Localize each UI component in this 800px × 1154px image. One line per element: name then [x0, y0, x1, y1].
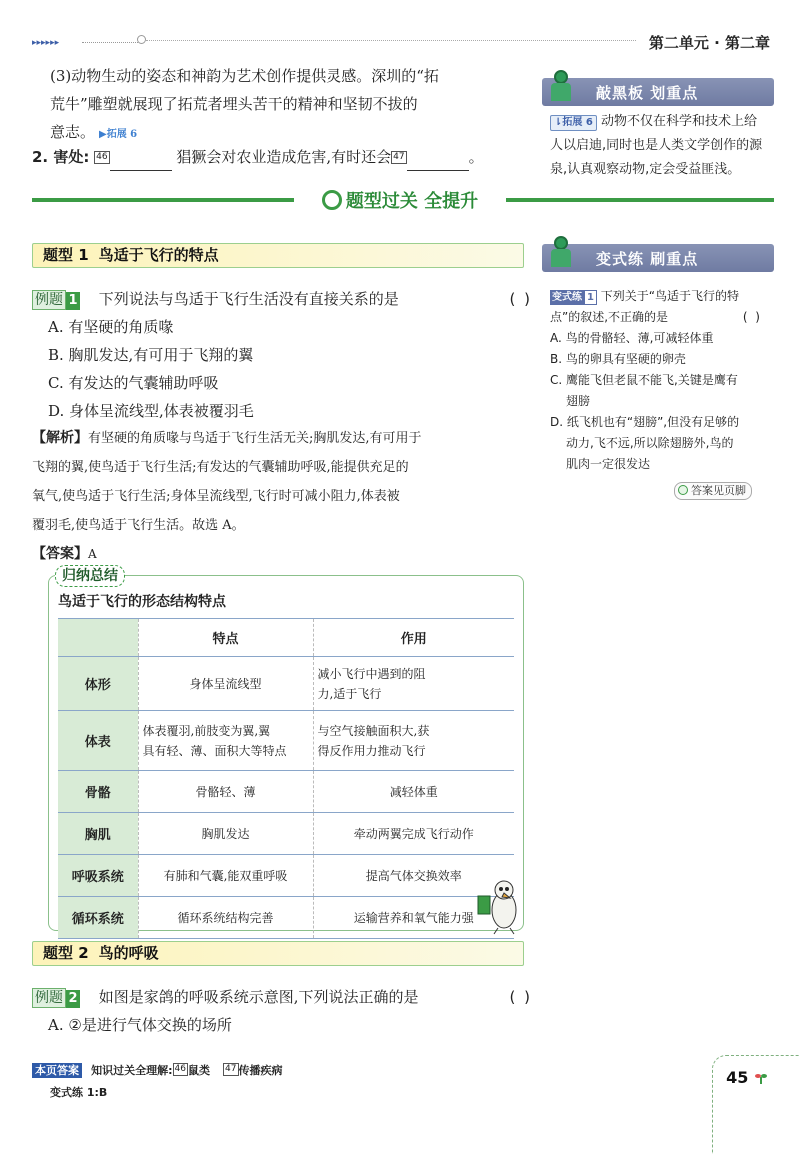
intro-line-2: 荒牛”雕塑就展现了拓荒者埋头苦干的精神和坚韧不拔的	[50, 95, 418, 113]
answer-box-46: 46	[96, 152, 108, 162]
option-d[interactable]: D. 身体呈流线型,体表被覆羽毛	[48, 402, 254, 420]
bulb-icon	[678, 485, 688, 495]
page-number	[726, 1068, 768, 1087]
row-name: 呼吸系统	[58, 855, 138, 897]
answer-see-footer[interactable]	[674, 479, 752, 500]
sprout-icon	[754, 1071, 768, 1085]
variant-option-b[interactable]: B. 鸟的卵具有坚硬的卵壳	[550, 352, 686, 366]
summary-header-feature: 特点	[138, 619, 313, 657]
blackboard-line-3: 泉,认真观察动物,定会受益匪浅。	[550, 162, 741, 177]
summary-header-role: 作用	[313, 619, 514, 657]
intro-item-2	[32, 143, 532, 171]
row-name: 骨骼	[58, 771, 138, 813]
row-feature: 循环系统结构完善	[138, 897, 313, 939]
row-name: 体表	[58, 711, 138, 771]
section-title-text: 题型过关 全提升	[345, 191, 479, 212]
analysis-line-3: 氧气,使鸟适于飞行生活;身体呈流线型,飞行时可减小阻力,体表被	[32, 489, 400, 504]
example-1-options	[48, 313, 528, 425]
intro-line-3-text: 意志。	[50, 123, 96, 141]
section-line-right	[506, 198, 774, 202]
blackboard-text	[550, 110, 780, 182]
example-1	[32, 285, 532, 313]
page-number-text: 45	[726, 1068, 749, 1087]
summary-tab: 归纳总结	[55, 565, 125, 587]
row-name: 胸肌	[58, 813, 138, 855]
row-feature: 体表覆羽,前肢变为翼,翼 具有轻、薄、面积大等特点	[138, 711, 313, 771]
row-role: 提高气体交换效率	[313, 855, 514, 897]
row-role: 牵动两翼完成飞行动作	[313, 813, 514, 855]
type-1-title: 鸟适于飞行的特点	[98, 246, 219, 264]
student-icon	[542, 244, 584, 272]
section-title	[300, 187, 500, 213]
type-1-label: 题型 1	[43, 246, 89, 264]
section-line-left	[32, 198, 294, 202]
header-line	[146, 40, 636, 41]
table-row	[58, 771, 514, 813]
variant-1	[550, 286, 776, 475]
footer-answers	[32, 1059, 283, 1078]
header-dots	[82, 42, 138, 43]
answer-value: A	[88, 547, 97, 561]
row-role: 与空气接触面积大,获 得反作用力推动飞行	[313, 711, 514, 771]
row-name: 循环系统	[58, 897, 138, 939]
footer-val-1: 鼠类	[187, 1064, 210, 1077]
analysis-line-1: 有坚硬的角质喙与鸟适于飞行生活无关;胸肌发达,有可用于	[88, 431, 422, 446]
row-name: 体形	[58, 657, 138, 711]
answer-see-text: 答案见页脚	[691, 484, 746, 497]
item2-mid: 猖獗会对农业造成危害,有时还会	[176, 148, 392, 166]
variant-option-a[interactable]: A. 鸟的骨骼轻、薄,可减轻体重	[550, 331, 714, 345]
example-1-question: 下列说法与鸟适于飞行生活没有直接关系的是	[98, 290, 399, 308]
teacher-icon	[542, 78, 584, 106]
answer-label: 【答案】	[32, 546, 88, 562]
footer-ans-tag: 本页答案	[32, 1063, 82, 1078]
row-feature: 身体呈流线型	[138, 657, 313, 711]
row-feature: 胸肌发达	[138, 813, 313, 855]
section-icon	[322, 190, 342, 210]
variant-label: 变式练	[552, 292, 582, 303]
example-1-num: 1	[66, 292, 80, 310]
header-circle	[137, 35, 146, 44]
example-1-label: 例题	[32, 290, 66, 310]
analysis-label: 【解析】	[32, 430, 88, 446]
variant-paren[interactable]: ( )	[742, 310, 762, 324]
intro-para-3	[50, 62, 530, 149]
variant-option-d[interactable]: D. 纸飞机也有“翅膀”,但没有足够的 动力,飞不远,所以除翅膀外,鸟的 肌肉一定很发达	[550, 415, 740, 471]
intro-line-1: (3)动物生动的姿态和神韵为艺术创作提供灵感。深圳的“拓	[50, 67, 439, 85]
blackboard-banner-text: 敲黑板 划重点	[596, 83, 699, 102]
type-2-header	[32, 941, 524, 966]
variant-banner-text: 变式练 刷重点	[596, 249, 699, 268]
example-2-num: 2	[66, 990, 80, 1008]
variant-q-line-2: 点”的叙述,不正确的是	[550, 310, 669, 324]
footer-box-46: 46	[174, 1064, 186, 1074]
analysis-line-4: 覆羽毛,使鸟适于飞行生活。故选 A。	[32, 518, 245, 533]
blank-47[interactable]	[407, 153, 469, 171]
row-feature: 骨骼轻、薄	[138, 771, 313, 813]
table-row	[58, 657, 514, 711]
analysis-line-2: 飞翔的翼,使鸟适于飞行生活;有发达的气囊辅助呼吸,能提供充足的	[32, 460, 409, 475]
table-row	[58, 711, 514, 771]
summary-table-wrap	[58, 618, 514, 939]
example-2-question: 如图是家鸽的呼吸系统示意图,下列说法正确的是	[98, 988, 419, 1006]
variant-num: 1	[584, 290, 597, 305]
answer-box-47: 47	[393, 152, 405, 162]
table-row	[58, 855, 514, 897]
variant-banner	[542, 244, 774, 272]
item2-end: 。	[468, 148, 484, 166]
blackboard-banner	[542, 78, 774, 106]
summary-header-row	[58, 619, 514, 657]
variant-q-line-1: 下列关于“鸟适于飞行的特	[600, 289, 740, 303]
table-row	[58, 813, 514, 855]
table-row	[58, 897, 514, 939]
footer-line1-label: 知识过关全理解:	[91, 1064, 173, 1077]
footer-val-2: 传播疾病	[238, 1064, 283, 1077]
summary-header-0	[58, 619, 138, 657]
example-2-label: 例题	[32, 988, 66, 1008]
option-b[interactable]: B. 胸肌发达,有可用于飞翔的翼	[48, 346, 254, 364]
example-2-option-a[interactable]: A. ②是进行气体交换的场所	[48, 1016, 232, 1034]
footer-line-2: 变式练 1:B	[50, 1086, 108, 1099]
type-1-header	[32, 243, 524, 268]
row-role: 减轻体重	[313, 771, 514, 813]
summary-title: 鸟适于飞行的形态结构特点	[58, 594, 226, 610]
type-2-title: 鸟的呼吸	[98, 944, 159, 962]
expand-tag[interactable]: ▶拓展 6	[99, 129, 138, 140]
example-2	[32, 983, 532, 1011]
footer-box-47: 47	[225, 1064, 237, 1074]
option-c[interactable]: C. 有发达的气囊辅助呼吸	[48, 374, 219, 392]
row-role: 运输营养和氧气能力强	[313, 897, 514, 939]
item2-label: 2. 害处:	[32, 148, 90, 166]
summary-table	[58, 618, 514, 939]
bird-mascot-icon	[474, 876, 524, 936]
row-feature: 有肺和气囊,能双重呼吸	[138, 855, 313, 897]
blank-46[interactable]	[110, 153, 172, 171]
header-arrows: ▸▸▸▸▸▸	[32, 38, 60, 48]
example-2-paren[interactable]: ( )	[509, 988, 532, 1006]
chapter-title: 第二单元 · 第二章	[648, 34, 770, 52]
blackboard-line-1: 动物不仅在科学和技术上给	[596, 114, 757, 129]
expand-6-tag: ⇂拓展 6	[550, 115, 597, 131]
type-2-label: 题型 2	[43, 944, 89, 962]
option-a[interactable]: A. 有坚硬的角质喙	[48, 318, 174, 336]
blackboard-line-2: 人以启迪,同时也是人类文学创作的源	[550, 138, 763, 153]
example-1-analysis	[32, 424, 530, 569]
example-1-paren[interactable]: ( )	[509, 290, 532, 308]
row-role: 减小飞行中遇到的阻 力,适于飞行	[313, 657, 514, 711]
variant-option-c[interactable]: C. 鹰能飞但老鼠不能飞,关键是鹰有 翅膀	[550, 373, 738, 408]
